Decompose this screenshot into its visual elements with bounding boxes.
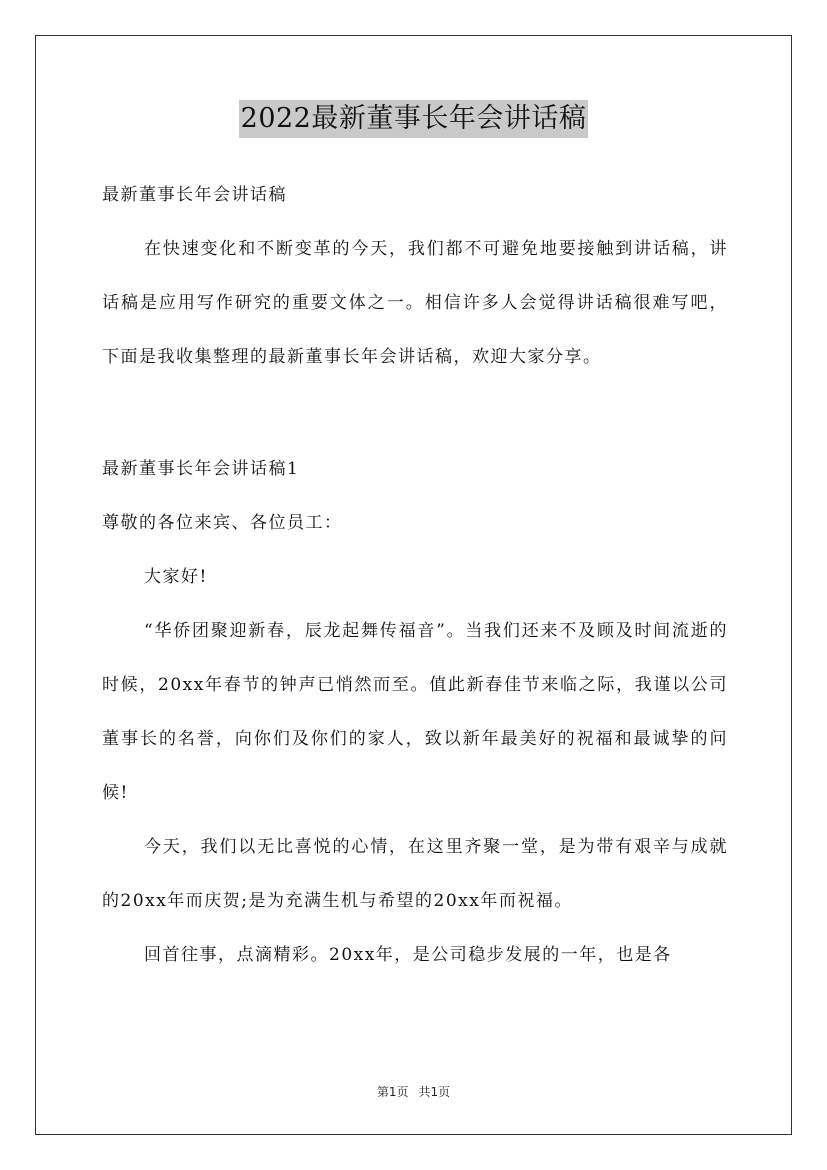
page-number-total: 共1页	[418, 1085, 451, 1099]
section-gap	[102, 384, 728, 442]
document-title: 2022最新董事长年会讲话稿	[239, 100, 589, 138]
title-container	[0, 100, 827, 138]
body-paragraph: 回首往事，点滴精彩。20xx年，是公司稳步发展的一年，也是各	[144, 945, 672, 965]
subtitle: 最新董事长年会讲话稿	[102, 185, 287, 205]
section-heading: 最新董事长年会讲话稿1	[102, 459, 300, 479]
document-body	[102, 168, 728, 982]
greeting: 大家好!	[144, 567, 208, 587]
page-footer	[0, 1083, 827, 1100]
page-number-current: 第1页	[376, 1085, 409, 1099]
intro-paragraph: 在快速变化和不断变革的今天，我们都不可避免地要接触到讲话稿，讲话稿是应用写作研究的重要文体之一。相信许多人会觉得讲话稿很难写吧，下面是我收集整理的最新董事长年会讲话稿，欢迎大家分享。	[102, 239, 728, 367]
body-paragraph: 今天，我们以无比喜悦的心情，在这里齐聚一堂，是为带有艰辛与成就的20xx年而庆贺;是为充满生机与希望的20xx年而祝福。	[102, 837, 728, 911]
salutation: 尊敬的各位来宾、各位员工：	[102, 513, 343, 533]
body-paragraph: “华侨团聚迎新春，辰龙起舞传福音”。当我们还来不及顾及时间流逝的时候，20xx年春节的钟声已悄然而至。值此新春佳节来临之际，我谨以公司董事长的名誉，向你们及你们的家人，致以新年最美好的祝福和最诚挚的问候!	[102, 621, 728, 803]
